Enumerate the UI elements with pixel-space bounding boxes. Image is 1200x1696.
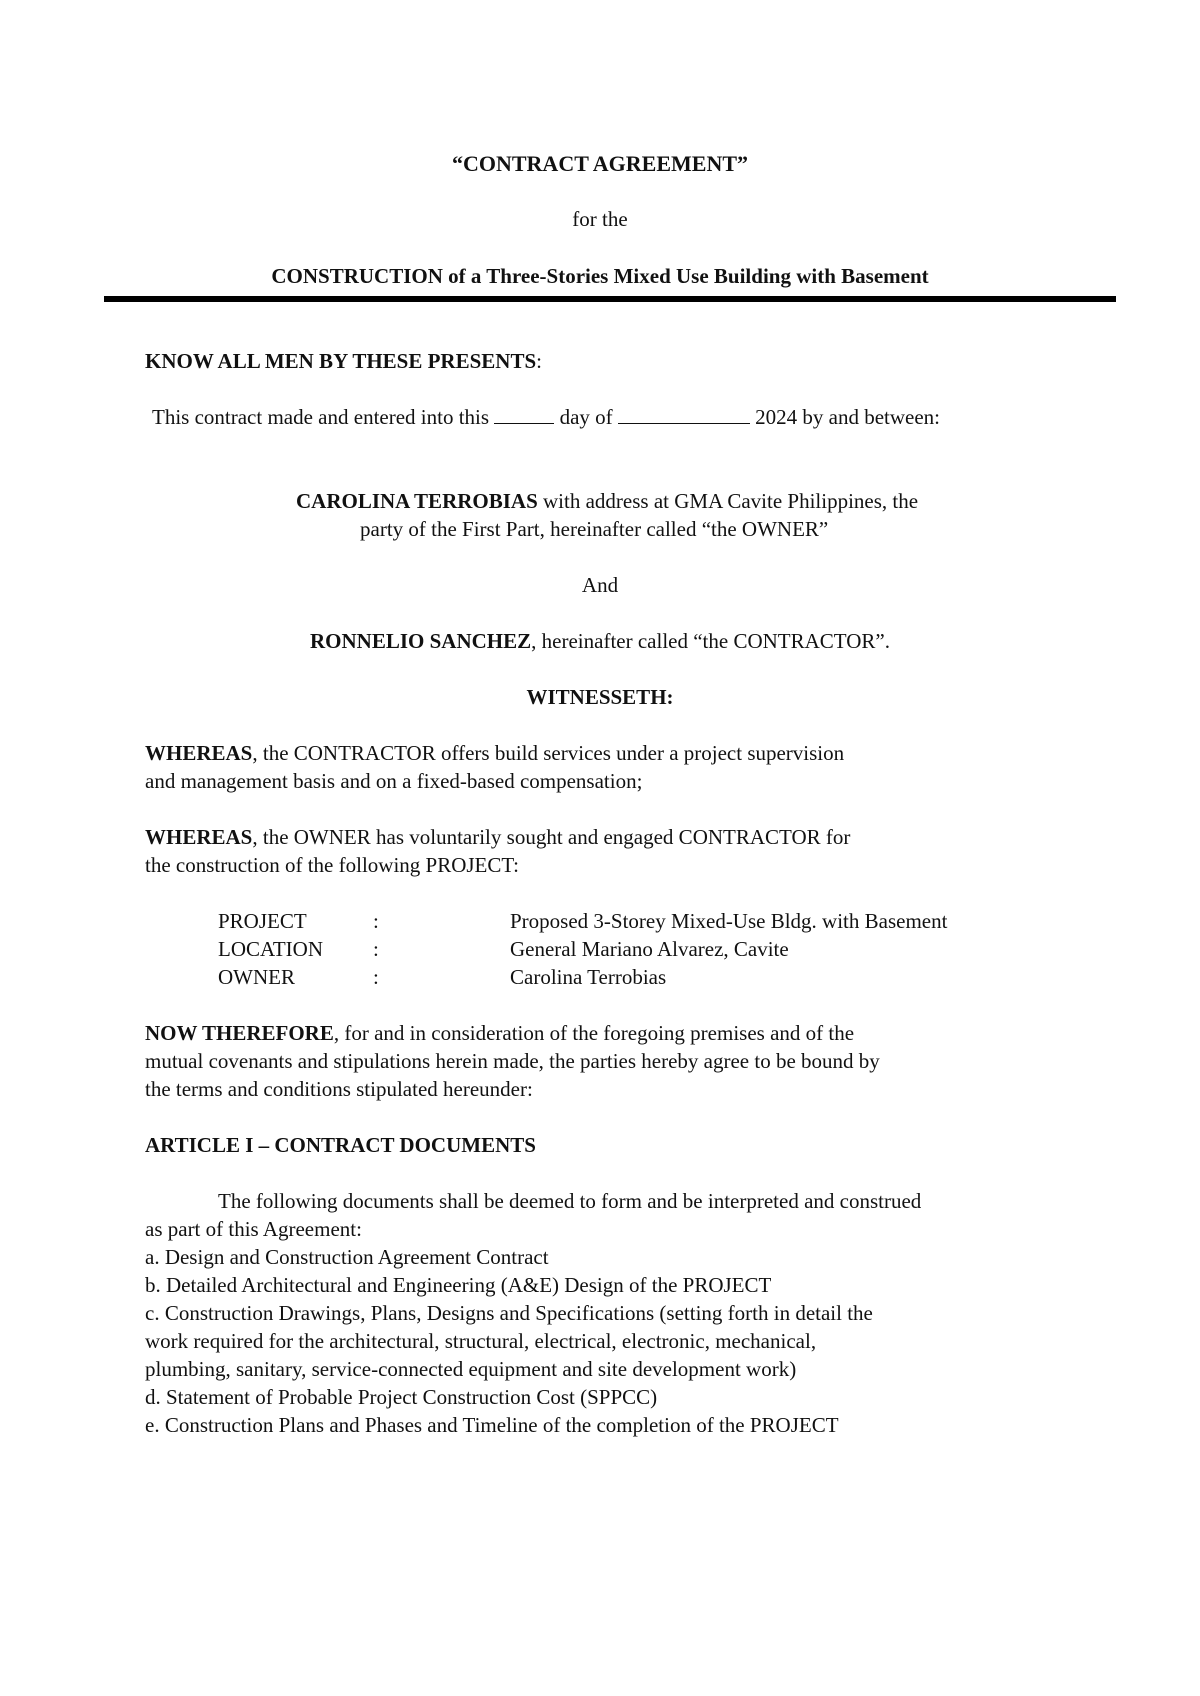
whereas2-line2: the construction of the following PROJECT: — [145, 853, 520, 877]
know-all-men-heading: KNOW ALL MEN BY THESE PRESENTS — [145, 349, 537, 373]
article1-item-c-line2: work required for the architectural, structural, electrical, electronic, mechanical, — [145, 1329, 817, 1353]
location-row — [218, 936, 1118, 964]
owner-address-text: with address at GMA Cavite Philippines, the — [537, 489, 919, 513]
day-of-text: day of — [559, 405, 613, 429]
whereas2-line1 — [145, 824, 850, 851]
owner-party-line2: party of the First Part, hereinafter called “the OWNER” — [360, 517, 829, 541]
document-subtitle: CONSTRUCTION of a Three-Stories Mixed Use Building with Basement — [271, 264, 929, 288]
now-therefore-line1 — [145, 1020, 854, 1047]
project-row — [218, 908, 1118, 936]
project-value: Proposed 3-Storey Mixed-Use Bldg. with Basement — [510, 909, 948, 933]
now-therefore-line2: mutual covenants and stipulations herein made, the parties hereby agree to be bound by — [145, 1049, 880, 1073]
project-sep: : — [373, 909, 379, 933]
owner-row — [218, 964, 1118, 992]
location-value: General Mariano Alvarez, Cavite — [510, 937, 789, 961]
year-text: 2024 by and between: — [755, 405, 941, 429]
owner-party-line1 — [296, 488, 918, 515]
now-therefore-line3: the terms and conditions stipulated hereunder: — [145, 1077, 533, 1101]
whereas2-text: , the OWNER has voluntarily sought and engaged CONTRACTOR for — [252, 825, 851, 849]
location-sep: : — [373, 937, 379, 961]
article1-item-e: e. Construction Plans and Phases and Timeline of the completion of the PROJECT — [145, 1413, 839, 1437]
contractor-party-line — [0, 628, 1200, 655]
month-blank-field[interactable] — [618, 405, 750, 424]
article1-item-c-line1: c. Construction Drawings, Plans, Designs and Specifications (setting forth in detail the — [145, 1301, 873, 1325]
whereas1-text: , the CONTRACTOR offers build services under a project supervision — [252, 741, 845, 765]
now-therefore-text: , for and in consideration of the foregoing premises and of the — [333, 1021, 855, 1045]
contract-made-text: This contract made and entered into this — [152, 405, 490, 429]
contractor-text: , hereinafter called “the CONTRACTOR”. — [531, 629, 890, 653]
now-therefore-lead: NOW THEREFORE — [145, 1021, 334, 1045]
owner-value: Carolina Terrobias — [510, 965, 667, 989]
article1-intro-line2: as part of this Agreement: — [145, 1217, 362, 1241]
whereas1-line1 — [145, 740, 844, 767]
contractor-name: RONNELIO SANCHEZ — [310, 629, 532, 653]
know-all-men-line — [145, 348, 542, 375]
article1-item-b: b. Detailed Architectural and Engineering (A&E) Design of the PROJECT — [145, 1273, 772, 1297]
project-label: PROJECT — [218, 909, 307, 933]
title-divider — [104, 296, 1116, 302]
day-blank-field[interactable] — [494, 405, 554, 424]
article1-item-d: d. Statement of Probable Project Construction Cost (SPPCC) — [145, 1385, 658, 1409]
whereas2-lead: WHEREAS — [145, 825, 253, 849]
article1-heading: ARTICLE I – CONTRACT DOCUMENTS — [145, 1133, 536, 1157]
article1-item-c-line3: plumbing, sanitary, service-connected equipment and site development work) — [145, 1357, 797, 1381]
location-label: LOCATION — [218, 937, 323, 961]
whereas1-line2: and management basis and on a fixed-based compensation; — [145, 769, 643, 793]
and-text: And — [581, 573, 619, 597]
for-the-text: for the — [572, 207, 628, 231]
contract-date-line — [152, 404, 940, 431]
article1-item-a: a. Design and Construction Agreement Contract — [145, 1245, 549, 1269]
owner-name: CAROLINA TERROBIAS — [296, 489, 538, 513]
know-all-men-colon: : — [536, 349, 542, 373]
witnesseth-heading: WITNESSETH: — [526, 685, 674, 709]
document-title: “CONTRACT AGREEMENT” — [451, 151, 749, 176]
owner-label: OWNER — [218, 965, 295, 989]
article1-intro-line1: The following documents shall be deemed to form and be interpreted and construed — [218, 1189, 922, 1213]
owner-sep: : — [373, 965, 379, 989]
whereas1-lead: WHEREAS — [145, 741, 253, 765]
